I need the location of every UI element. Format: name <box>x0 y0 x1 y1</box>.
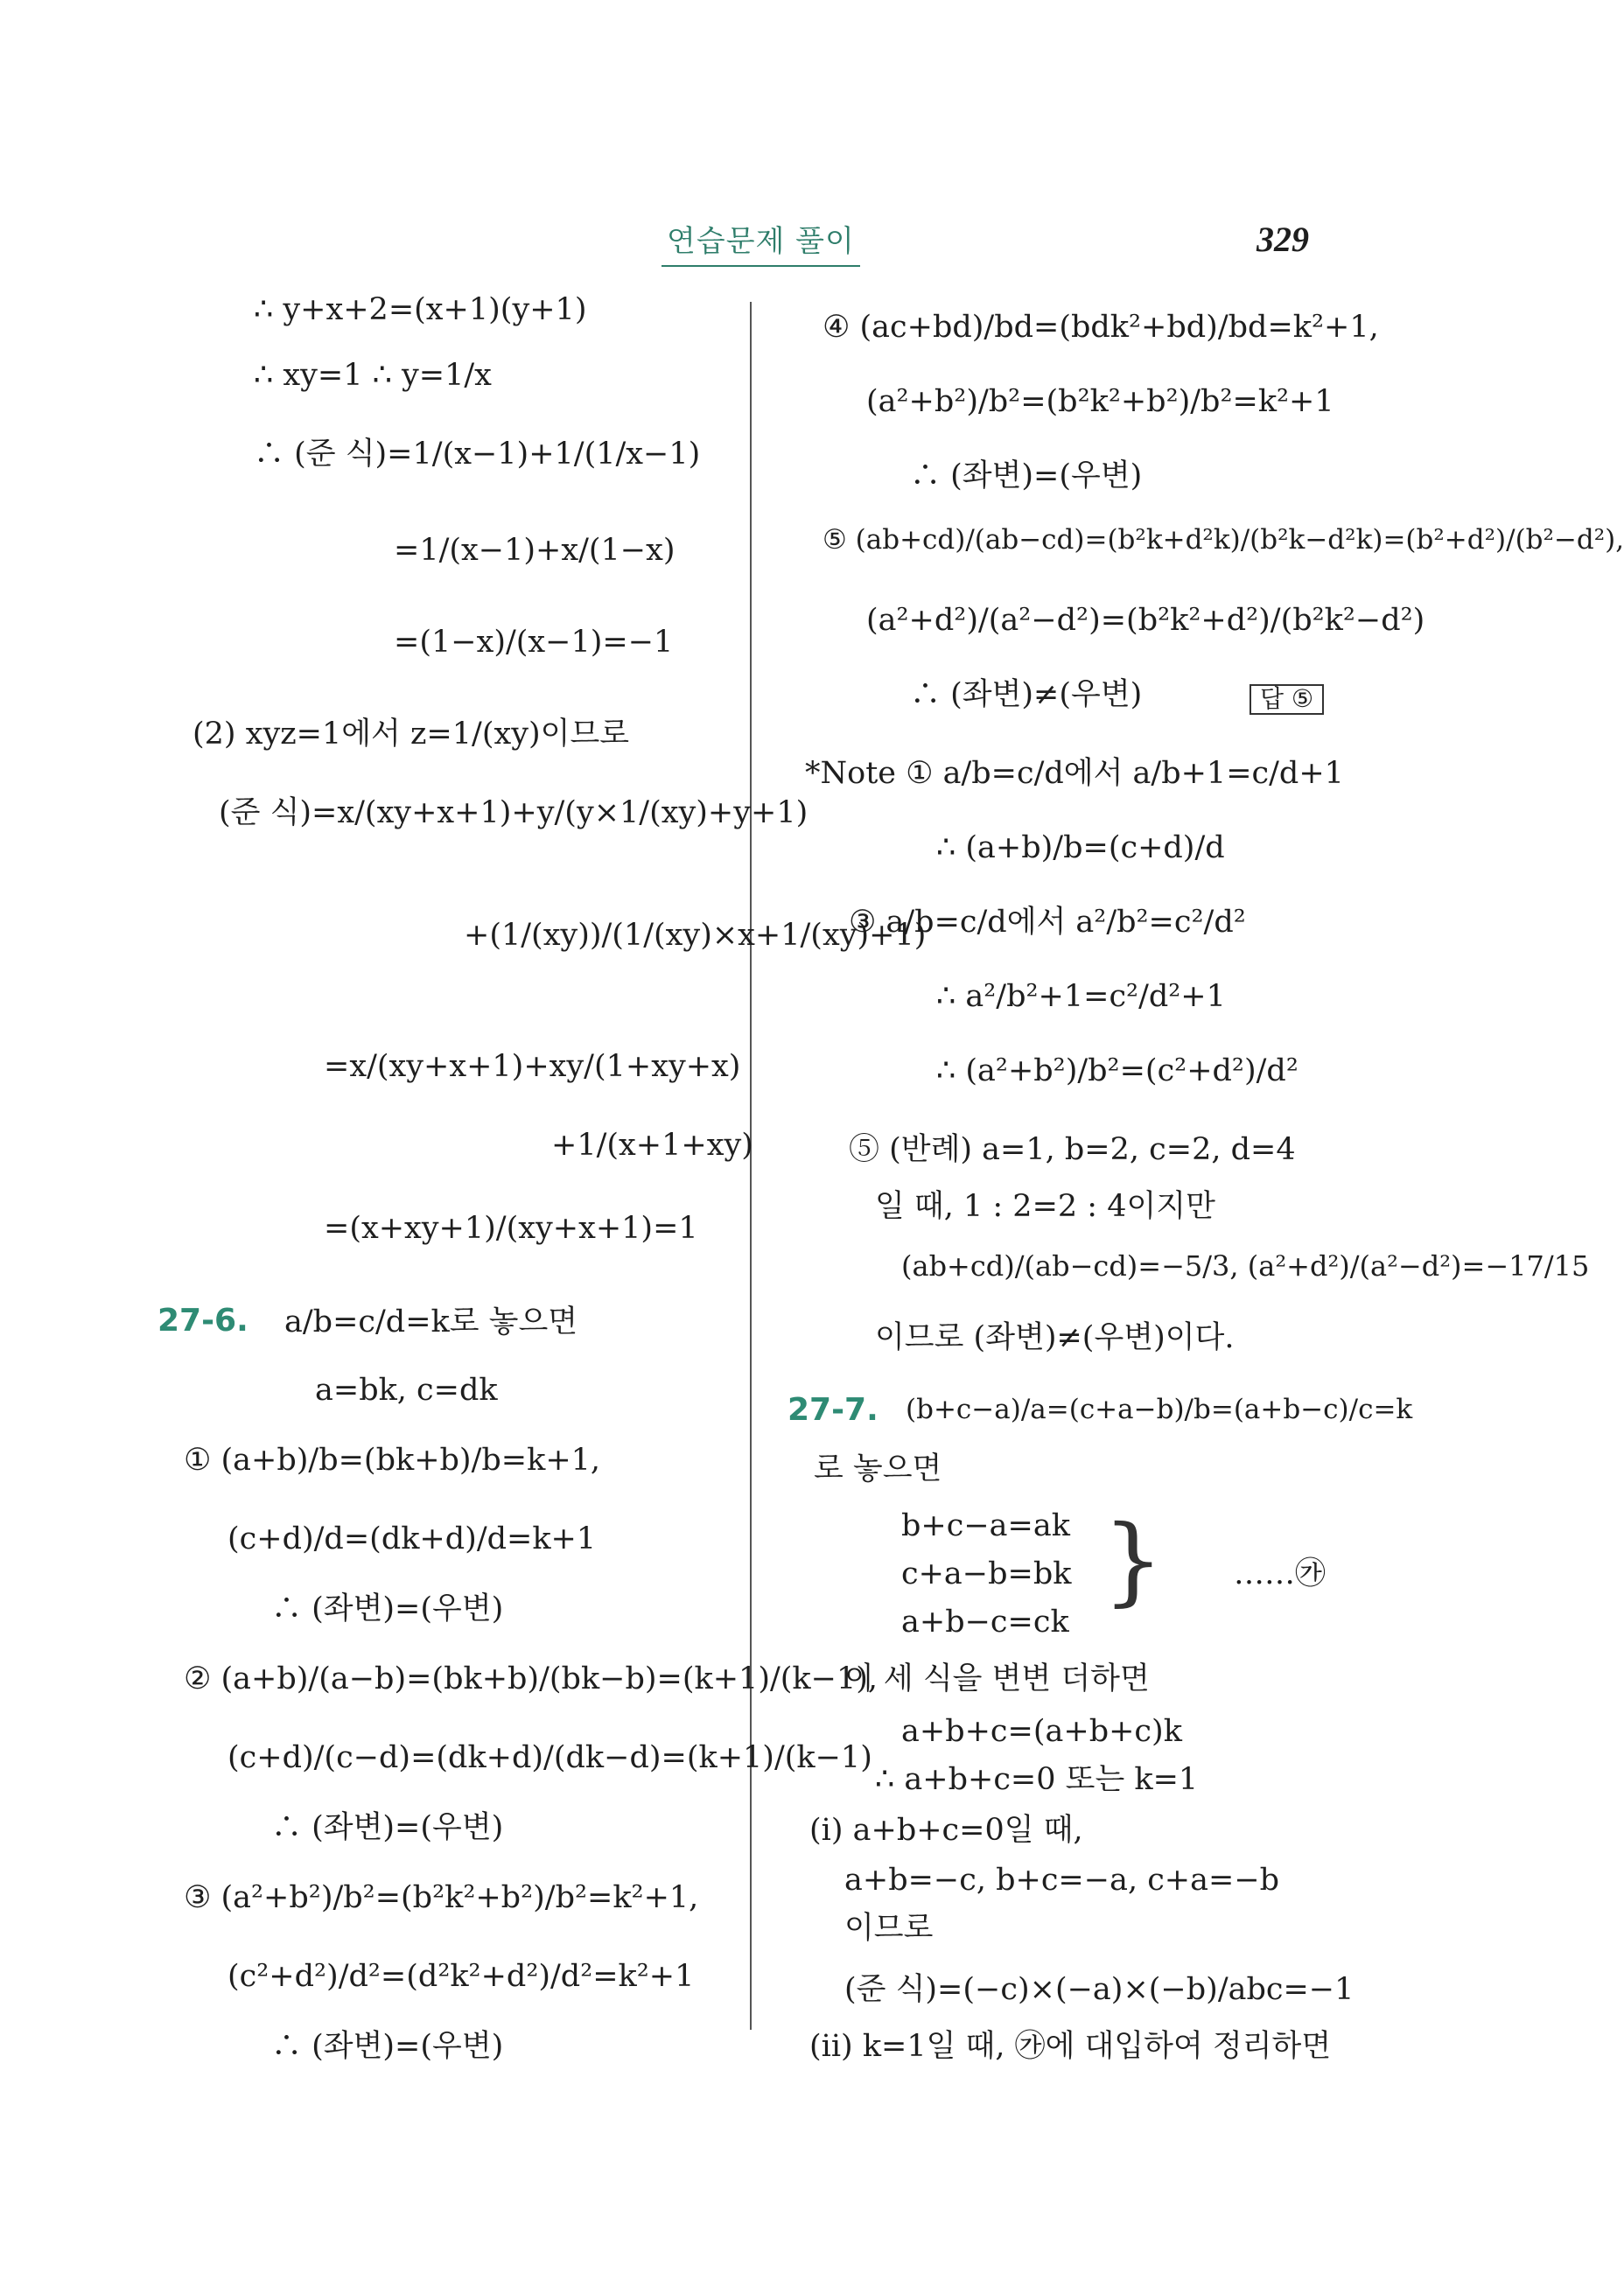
solution-line: ∴ (a+b)/b=(c+d)/d <box>936 830 1225 865</box>
solution-line: ∴ xy=1 ∴ y=1/x <box>254 358 492 393</box>
solution-line: ∴ a+b+c=0 또는 k=1 <box>875 1762 1199 1797</box>
solution-line: +1/(x+1+xy) <box>551 1128 753 1163</box>
solution-line: a=bk, c=dk <box>315 1373 498 1408</box>
solution-line: =x/(xy+x+1)+xy/(1+xy+x) <box>324 1049 741 1084</box>
solution-line: ∴ y+x+2=(x+1)(y+1) <box>254 292 587 327</box>
solution-line: ∴ a²/b²+1=c²/d²+1 <box>936 979 1226 1014</box>
problem-label-27-6: 27-6. <box>158 1303 248 1339</box>
equation-tag: ……㉮ <box>1234 1556 1326 1591</box>
system-equation: c+a−b=bk <box>901 1556 1072 1591</box>
solution-line: 일 때, 1 : 2=2 : 4이지만 <box>875 1189 1215 1224</box>
solution-line: (c+d)/(c−d)=(dk+d)/(dk−d)=(k+1)/(k−1) <box>228 1740 872 1775</box>
page-number: 329 <box>1256 220 1309 259</box>
solution-line: (2) xyz=1에서 z=1/(xy)이므로 <box>192 717 630 752</box>
page-header <box>0 0 1533 280</box>
note-line: *Note ① a/b=c/d에서 a/b+1=c/d+1 <box>805 756 1344 791</box>
solution-line: +(1/(xy))/(1/(xy)×x+1/(xy)+1) <box>464 918 927 953</box>
solution-line: ∴ (좌변)=(우변) <box>271 1591 504 1626</box>
solution-line: (준 식)=(−c)×(−a)×(−b)/abc=−1 <box>844 1972 1354 2007</box>
solution-line: ∴ (a²+b²)/b²=(c²+d²)/d² <box>936 1053 1298 1088</box>
solution-line: (ab+cd)/(ab−cd)=−5/3, (a²+d²)/(a²−d²)=−17/15 <box>901 1249 1590 1283</box>
solution-line: (준 식)=x/(xy+x+1)+y/(y×1/(xy)+y+1) <box>219 795 808 830</box>
problem-label-27-7: 27-7. <box>788 1392 878 1428</box>
system-equation: a+b−c=ck <box>901 1605 1069 1640</box>
solution-line: 이 세 식을 변변 더하면 <box>844 1661 1150 1696</box>
system-equation: b+c−a=ak <box>901 1508 1070 1543</box>
solution-line: ④ (ac+bd)/bd=(bdk²+bd)/bd=k²+1, <box>822 310 1379 345</box>
solution-line: (i) a+b+c=0일 때, <box>809 1813 1083 1848</box>
solution-line: ∴ (준 식)=1/(x−1)+1/(1/x−1) <box>254 437 701 472</box>
solution-line: ∴ (좌변)=(우변) <box>910 458 1143 493</box>
solution-line: ① (a+b)/b=(bk+b)/b=k+1, <box>184 1443 601 1478</box>
solution-line: 로 놓으면 <box>814 1451 942 1486</box>
solution-line: 이므로 (좌변)≠(우변)이다. <box>875 1320 1235 1355</box>
running-title: 연습문제 풀이 <box>662 217 860 267</box>
brace-icon: } <box>1102 1504 1164 1616</box>
solution-line: ⑤ (ab+cd)/(ab−cd)=(b²k+d²k)/(b²k−d²k)=(b²+d²)/(b²−d²), <box>822 524 1624 556</box>
solution-line: a+b+c=(a+b+c)k <box>901 1714 1182 1749</box>
solution-line: ③ a/b=c/d에서 a²/b²=c²/d² <box>849 905 1246 940</box>
solution-line: =(x+xy+1)/(xy+x+1)=1 <box>324 1211 698 1246</box>
solution-line: (ii) k=1일 때, ㉮에 대입하여 정리하면 <box>809 2029 1332 2064</box>
solution-line: =(1−x)/(x−1)=−1 <box>394 625 674 660</box>
solution-line: (a²+d²)/(a²−d²)=(b²k²+d²)/(b²k²−d²) <box>866 603 1425 638</box>
solution-line: (a²+b²)/b²=(b²k²+b²)/b²=k²+1 <box>866 384 1334 419</box>
solution-line: =1/(x−1)+x/(1−x) <box>394 533 676 568</box>
solution-line: (c+d)/d=(dk+d)/d=k+1 <box>228 1521 597 1556</box>
solution-line: ∴ (좌변)=(우변) <box>271 2029 504 2064</box>
solution-line: 이므로 <box>844 1911 934 1946</box>
solution-line: a+b=−c, b+c=−a, c+a=−b <box>844 1863 1280 1898</box>
solution-line: ∴ (좌변)≠(우변) <box>910 677 1143 712</box>
solution-line: ⑤ (반례) a=1, b=2, c=2, d=4 <box>849 1132 1296 1167</box>
solution-line: (b+c−a)/a=(c+a−b)/b=(a+b−c)/c=k <box>906 1394 1413 1425</box>
answer-box <box>1250 681 1331 715</box>
solution-line: a/b=c/d=k로 놓으면 <box>284 1304 578 1339</box>
solution-line: ③ (a²+b²)/b²=(b²k²+b²)/b²=k²+1, <box>184 1880 699 1915</box>
answer-label: 답 ⑤ <box>1250 684 1324 715</box>
solution-line: ② (a+b)/(a−b)=(bk+b)/(bk−b)=(k+1)/(k−1), <box>184 1661 878 1696</box>
solution-line: ∴ (좌변)=(우변) <box>271 1810 504 1845</box>
solution-line: (c²+d²)/d²=(d²k²+d²)/d²=k²+1 <box>228 1959 695 1994</box>
